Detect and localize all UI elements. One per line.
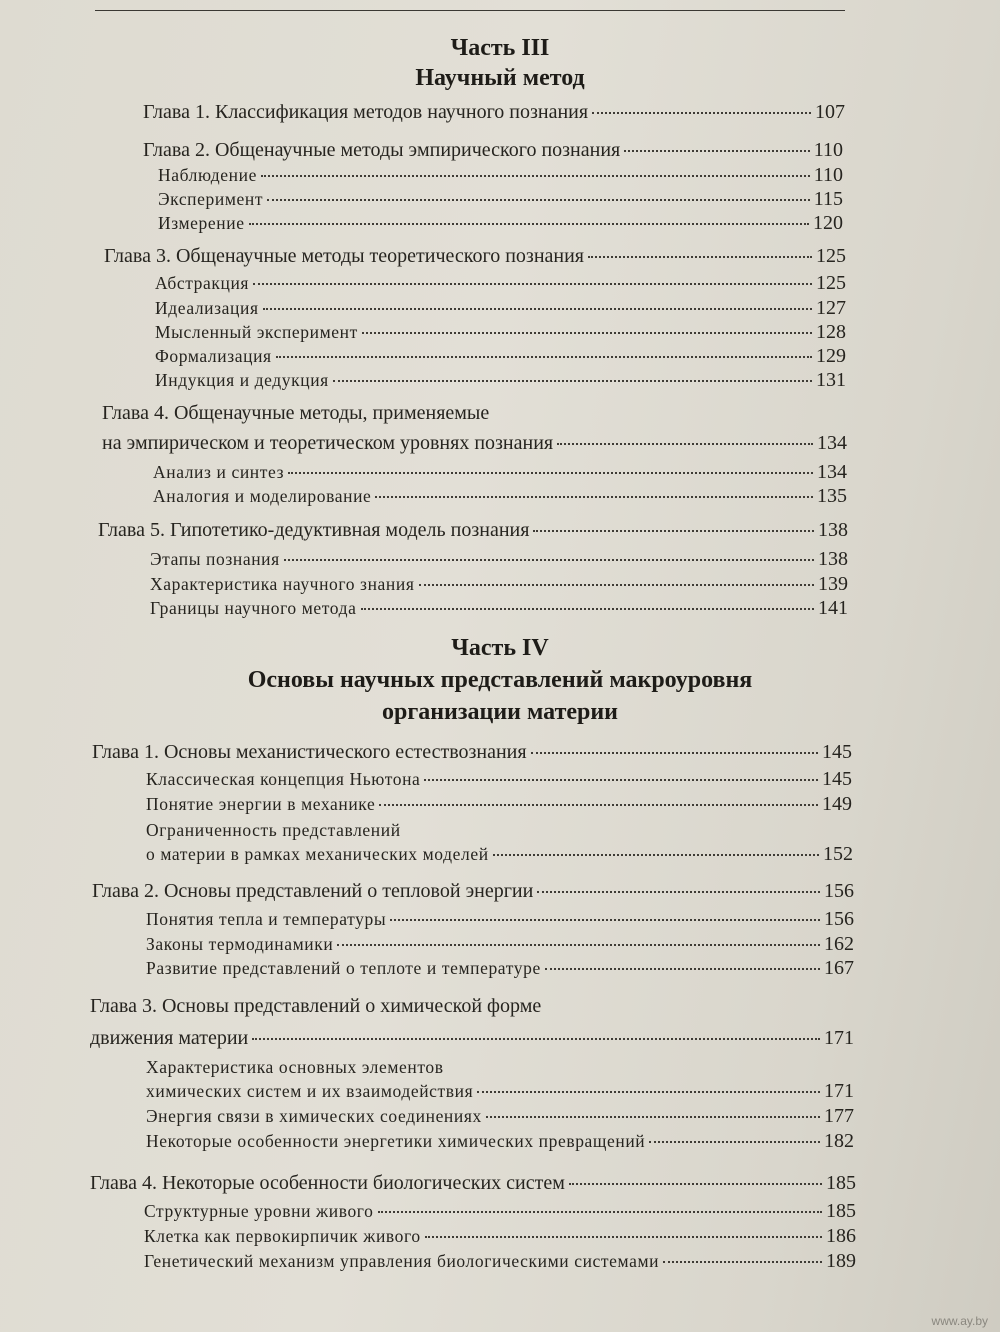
toc-page-number: 125 (816, 272, 846, 294)
part-iv-title-line1: Основы научных представлений макроуровня (247, 667, 753, 693)
toc-entry-label: Измерение (158, 213, 245, 233)
toc-subentry[interactable] (146, 956, 854, 980)
leader-dots (337, 944, 820, 946)
toc-page-number: 149 (822, 793, 852, 815)
toc-entry-label: Аналогия и моделирование (153, 486, 372, 506)
toc-entry-label: Глава 1. Основы механистического естествознания (92, 741, 527, 763)
toc-subentry[interactable] (155, 271, 846, 295)
leader-dots (477, 1091, 820, 1093)
leader-dots (419, 584, 815, 586)
leader-dots (493, 854, 819, 856)
toc-page-number: 131 (816, 369, 846, 391)
toc-subentry[interactable] (146, 767, 852, 791)
toc-entry-label: Глава 4. Некоторые особенности биологических систем (90, 1172, 565, 1194)
toc-entry[interactable] (104, 244, 846, 268)
toc-subentry[interactable] (153, 484, 847, 508)
toc-page-number: 141 (818, 597, 848, 619)
toc-page-number: 127 (816, 297, 846, 319)
toc-page-number: 145 (822, 768, 852, 790)
toc-entry-label: Индукция и дедукция (155, 370, 329, 390)
watermark: www.ay.by (931, 1314, 988, 1328)
toc-subentry[interactable] (144, 1199, 856, 1223)
leader-dots (361, 608, 814, 610)
toc-page-number: 152 (823, 843, 853, 865)
toc-entry-label: Структурные уровни живого (144, 1201, 374, 1221)
toc-page-number: 171 (824, 1027, 854, 1049)
toc-subentry[interactable] (146, 842, 853, 866)
part-iii-title: Научный метод (415, 65, 585, 91)
toc-entry-label: Некоторые особенности энергетики химических превращений (146, 1131, 646, 1151)
leader-dots (261, 175, 810, 177)
toc-page-number: 110 (813, 164, 843, 186)
toc-page-number: 107 (815, 101, 845, 123)
toc-entry[interactable] (102, 431, 847, 455)
leader-dots (375, 496, 813, 498)
toc-entry[interactable] (143, 100, 845, 124)
toc-entry-label-line1: Глава 4. Общенаучные методы, применяемые (102, 402, 490, 424)
toc-page-number: 185 (826, 1200, 856, 1222)
toc-page-number: 162 (824, 933, 854, 955)
toc-entry-label: Клетка как первокирпичик живого (144, 1226, 421, 1246)
toc-subentry[interactable] (146, 907, 854, 931)
leader-dots (569, 1183, 822, 1185)
leader-dots (537, 891, 820, 893)
toc-entry-label: Глава 2. Общенаучные методы эмпирического познания (143, 139, 621, 161)
toc-page-number: 156 (824, 880, 854, 902)
toc-entry-label-line1: Ограниченность представлений (146, 820, 401, 840)
leader-dots (545, 968, 820, 970)
toc-entry-label: на эмпирическом и теоретическом уровнях познания (102, 432, 554, 454)
leader-dots (425, 1236, 822, 1238)
toc-page-number: 182 (824, 1130, 854, 1152)
leader-dots (424, 779, 818, 781)
toc-entry-label: Абстракция (155, 273, 250, 293)
toc-subentry[interactable] (146, 1129, 854, 1153)
toc-entry-label: Характеристика научного знания (150, 574, 415, 594)
leader-dots (252, 1038, 820, 1040)
leader-dots (362, 332, 812, 334)
toc-entry-label: Понятия тепла и температуры (146, 909, 387, 929)
toc-subentry[interactable] (150, 547, 848, 571)
toc-entry-label: Границы научного метода (150, 598, 357, 618)
toc-page-number: 134 (817, 461, 847, 483)
toc-subentry[interactable] (155, 368, 846, 392)
leader-dots (253, 283, 812, 285)
toc-page-number: 156 (824, 908, 854, 930)
toc-entry-label: Формализация (155, 346, 272, 366)
toc-page-number: 125 (816, 245, 846, 267)
toc-subentry[interactable] (155, 296, 846, 320)
toc-page-number: 189 (826, 1250, 856, 1272)
toc-subentry[interactable] (158, 187, 843, 211)
toc-entry[interactable] (90, 1171, 856, 1195)
leader-dots (533, 530, 814, 532)
toc-page-number: 186 (826, 1225, 856, 1247)
leader-dots (249, 223, 809, 225)
toc-subentry[interactable] (146, 932, 854, 956)
toc-page-number: 177 (824, 1105, 854, 1127)
toc-entry-label: Анализ и синтез (153, 462, 285, 482)
part-iii-label: Часть III (450, 35, 550, 61)
toc-page-number: 145 (822, 741, 852, 763)
toc-entry-label-line1: Глава 3. Основы представлений о химической форме (90, 995, 542, 1017)
leader-dots (649, 1141, 820, 1143)
toc-entry-label: Энергия связи в химических соединениях (146, 1106, 482, 1126)
leader-dots (390, 919, 820, 921)
leader-dots (588, 256, 812, 258)
toc-entry-label: химических систем и их взаимодействия (146, 1081, 474, 1101)
toc-entry-label: Развитие представлений о теплоте и температуре (146, 958, 541, 978)
toc-entry-label: Этапы познания (150, 549, 280, 569)
leader-dots (592, 112, 811, 114)
toc-entry-label: движения материи (90, 1027, 249, 1049)
part-iv-label: Часть IV (451, 635, 549, 661)
leader-dots (379, 804, 818, 806)
toc-entry-label: Глава 1. Классификация методов научного познания (143, 101, 589, 123)
toc-page-number: 115 (813, 188, 843, 210)
toc-entry-label: Законы термодинамики (146, 934, 334, 954)
leader-dots (557, 443, 813, 445)
toc-page-number: 129 (816, 345, 846, 367)
header-rule (95, 10, 845, 11)
leader-dots (288, 472, 813, 474)
toc-entry[interactable] (90, 1026, 854, 1050)
leader-dots (267, 199, 810, 201)
toc-page-number: 138 (818, 519, 848, 541)
toc-subentry[interactable] (144, 1224, 856, 1248)
toc-entry-label: Мысленный эксперимент (155, 322, 358, 342)
leader-dots (284, 559, 814, 561)
toc-entry-label: Глава 2. Основы представлений о тепловой энергии (92, 880, 534, 902)
toc-entry-label: о материи в рамках механических моделей (146, 844, 489, 864)
toc-subentry[interactable] (155, 344, 846, 368)
leader-dots (531, 752, 818, 754)
toc-page-number: 110 (813, 139, 843, 161)
toc-page-number: 120 (813, 212, 843, 234)
toc-entry[interactable] (98, 518, 848, 542)
leader-dots (263, 308, 812, 310)
toc-subentry[interactable] (146, 792, 852, 816)
leader-dots (276, 356, 812, 358)
toc-page-number: 138 (818, 548, 848, 570)
toc-entry-label: Понятие энергии в механике (146, 794, 376, 814)
toc-subentry[interactable] (155, 320, 846, 344)
toc-page-number: 185 (826, 1172, 856, 1194)
toc-subentry[interactable] (150, 596, 848, 620)
toc-subentry[interactable] (150, 572, 848, 596)
toc-entry-label-line1: Характеристика основных элементов (146, 1057, 444, 1077)
toc-entry-label: Генетический механизм управления биологическими системами (144, 1251, 660, 1271)
toc-entry-label: Классическая концепция Ньютона (146, 769, 421, 789)
leader-dots (378, 1211, 823, 1213)
toc-entry-label: Глава 5. Гипотетико-дедуктивная модель познания (98, 519, 530, 541)
leader-dots (333, 380, 812, 382)
toc-page-number: 135 (817, 485, 847, 507)
leader-dots (486, 1116, 820, 1118)
toc-entry-label: Наблюдение (158, 165, 257, 185)
toc-page-number: 128 (816, 321, 846, 343)
toc-subentry[interactable] (144, 1249, 856, 1273)
toc-entry[interactable] (143, 138, 843, 162)
toc-page-number: 139 (818, 573, 848, 595)
toc-entry-label: Идеализация (155, 298, 259, 318)
part-iv-title-line2: организации материи (381, 699, 619, 725)
toc-entry-label: Глава 3. Общенаучные методы теоретического познания (104, 245, 584, 267)
toc-subentry[interactable] (146, 1104, 854, 1128)
toc-page-number: 167 (824, 957, 854, 979)
toc-page-number: 134 (817, 432, 847, 454)
toc-entry-label: Эксперимент (158, 189, 264, 209)
toc-entry[interactable] (92, 879, 854, 903)
leader-dots (624, 150, 809, 152)
toc-subentry[interactable] (158, 211, 843, 235)
toc-subentry[interactable] (158, 163, 843, 187)
toc-subentry[interactable] (146, 1079, 854, 1103)
toc-page-number: 171 (824, 1080, 854, 1102)
toc-entry[interactable] (92, 740, 852, 764)
leader-dots (663, 1261, 822, 1263)
toc-subentry[interactable] (153, 460, 847, 484)
